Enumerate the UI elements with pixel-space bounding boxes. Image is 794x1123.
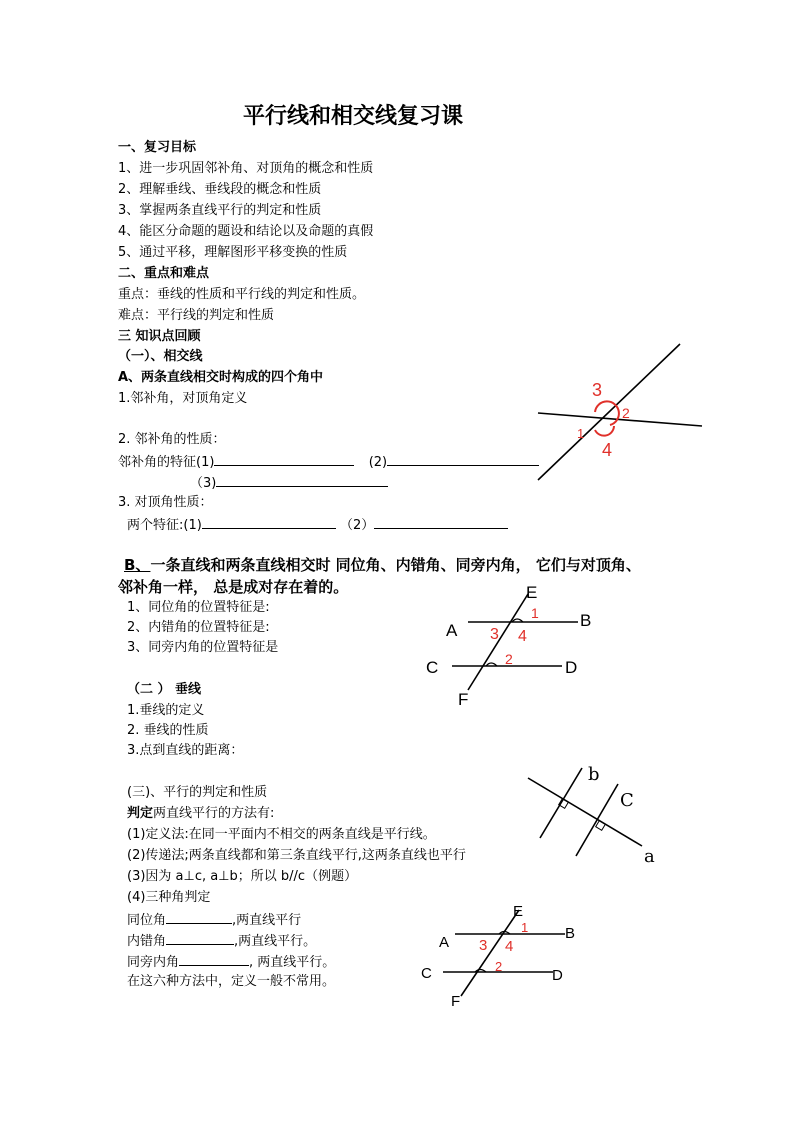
line-label-c: C: [620, 790, 634, 811]
subsection-parallel: (三)、平行的判定和性质: [127, 785, 268, 800]
goal-item: 4、能区分命题的题设和结论以及命题的真假: [118, 224, 374, 239]
point-label-e: E: [513, 903, 524, 920]
angle-label-2: 2: [505, 651, 513, 667]
part-b-item-1: 1、同位角的位置特征是:: [127, 600, 270, 615]
point-label-e: E: [526, 583, 538, 602]
part-a-item-1: 1.邻补角，对顶角定义: [118, 391, 248, 406]
point-label-a: A: [439, 934, 450, 951]
point-label-d: D: [552, 967, 563, 984]
part-a-title: A、两条直线相交时构成的四个角中: [118, 370, 324, 385]
figure-perpendicular-lines: [520, 760, 670, 870]
fill-blank[interactable]: [166, 932, 234, 945]
goal-item: 2、理解垂线、垂线段的概念和性质: [118, 182, 322, 197]
angle-arc: [595, 426, 614, 436]
point-label-f: F: [451, 993, 461, 1010]
part-b-text: 一条直线和两条直线相交时 同位角、内错角、同旁内角， 它们与对顶角、: [150, 556, 641, 574]
part-b-line-2: 邻补角一样， 总是成对存在着的。: [118, 578, 349, 596]
perpendicular-item-2: 2. 垂线的性质: [127, 723, 209, 738]
goal-item: 5、通过平移，理解图形平移变换的性质: [118, 245, 348, 260]
section-heading-key-points: 二、重点和难点: [118, 266, 210, 281]
feature-label-3: （3): [190, 476, 217, 491]
angle-label-4: 4: [518, 628, 527, 645]
point-label-a: A: [446, 621, 458, 640]
perpendicular-item-1: 1.垂线的定义: [127, 703, 205, 718]
point-label-f: F: [458, 690, 469, 709]
feature-label-2: （2）: [339, 518, 375, 533]
angle-label-1: 1: [531, 605, 539, 621]
angle-label-3: 3: [479, 937, 488, 954]
angle-criterion-alternate: [127, 932, 316, 950]
adjacent-angle-feature-line: [118, 453, 539, 471]
point-label-d: D: [565, 658, 578, 677]
line-label-b: b: [588, 764, 600, 785]
part-b-item-3: 3、同旁内角的位置特征是: [127, 640, 279, 655]
fill-blank[interactable]: [216, 474, 388, 487]
page-title: 平行线和相交线复习课: [243, 104, 464, 129]
fill-blank[interactable]: [202, 516, 336, 529]
angle-label-2: 2: [622, 405, 630, 421]
angle-criterion-co-interior: [127, 953, 335, 971]
part-a-item-3: 3. 对顶角性质：: [118, 495, 213, 510]
parallel-intro-bold: 判定: [127, 806, 154, 821]
fill-blank[interactable]: [214, 453, 354, 466]
vertical-angle-feature-line: [127, 516, 508, 534]
angle-label-1: 1: [521, 920, 529, 935]
section-heading-goals: 一、复习目标: [118, 140, 197, 155]
goal-item: 1、进一步巩固邻补角、对顶角的概念和性质: [118, 161, 374, 176]
fill-blank[interactable]: [179, 953, 249, 966]
figure-intersecting-lines: [530, 340, 710, 490]
key-point-text: 重点：垂线的性质和平行线的判定和性质。: [118, 287, 366, 302]
subsection-perpendicular: （二 ） 垂线: [127, 682, 202, 697]
part-b-line-1: [124, 556, 641, 574]
parallel-intro: [127, 806, 274, 822]
figure-transversal-2: [415, 900, 600, 1010]
parallel-intro-rest: 两直线平行的方法有:: [153, 806, 275, 821]
feature-label-2: (2): [368, 455, 388, 470]
parallel-method-2: (2)传递法;两条直线都和第三条直线平行,这两条直线也平行: [127, 848, 466, 863]
goal-item: 3、掌握两条直线平行的判定和性质: [118, 203, 322, 218]
part-b-prefix: B、: [124, 556, 151, 574]
perpendicular-item-3: 3.点到直线的距离：: [127, 743, 244, 758]
angle-label-4: 4: [505, 938, 514, 955]
parallel-method-3: (3)因为 a⊥c, a⊥b；所以 b//c（例题）: [127, 869, 358, 884]
point-label-c: C: [426, 658, 439, 677]
line-label-a: a: [644, 846, 655, 867]
figure-transversal-1: [420, 580, 610, 710]
feature-label-1: 邻补角的特征(1): [118, 455, 215, 470]
criterion-label: 内错角: [127, 934, 167, 949]
part-a-item-2: 2. 邻补角的性质：: [118, 432, 226, 447]
criterion-suffix: ,两直线平行: [232, 913, 302, 928]
criterion-label: 同位角: [127, 913, 167, 928]
point-label-c: C: [421, 965, 432, 982]
line-c: [576, 784, 618, 856]
parallel-method-1: (1)定义法:在同一平面内不相交的两条直线是平行线。: [127, 827, 436, 842]
parallel-method-4: (4)三种角判定: [127, 890, 211, 905]
point-label-b: B: [580, 611, 592, 630]
part-b-item-2: 2、内错角的位置特征是:: [127, 620, 270, 635]
adjacent-angle-feature-line-3: [190, 474, 388, 492]
criterion-suffix: ,两直线平行。: [234, 934, 317, 949]
line-a: [528, 778, 642, 846]
point-label-b: B: [565, 925, 576, 942]
parallel-method-note: 在这六种方法中，定义一般不常用。: [127, 974, 336, 989]
angle-label-1: 1: [577, 426, 585, 441]
angle-label-4: 4: [602, 440, 613, 460]
criterion-suffix: , 两直线平行。: [249, 955, 336, 970]
fill-blank[interactable]: [387, 453, 539, 466]
subsection-intersecting-lines: （一）、相交线: [118, 349, 203, 364]
angle-criterion-corresponding: [127, 911, 301, 929]
line-b: [540, 768, 582, 838]
feature-label-1: 两个特征:(1): [127, 518, 202, 533]
criterion-label: 同旁内角: [127, 955, 180, 970]
angle-label-2: 2: [495, 959, 503, 974]
fill-blank[interactable]: [374, 516, 508, 529]
angle-label-3: 3: [490, 626, 499, 643]
difficult-point-text: 难点：平行线的判定和性质: [118, 308, 275, 323]
angle-label-3: 3: [592, 380, 603, 400]
line-horizontal: [538, 413, 702, 426]
fill-blank[interactable]: [166, 911, 232, 924]
section-heading-review: 三 知识点回顾: [118, 329, 201, 344]
